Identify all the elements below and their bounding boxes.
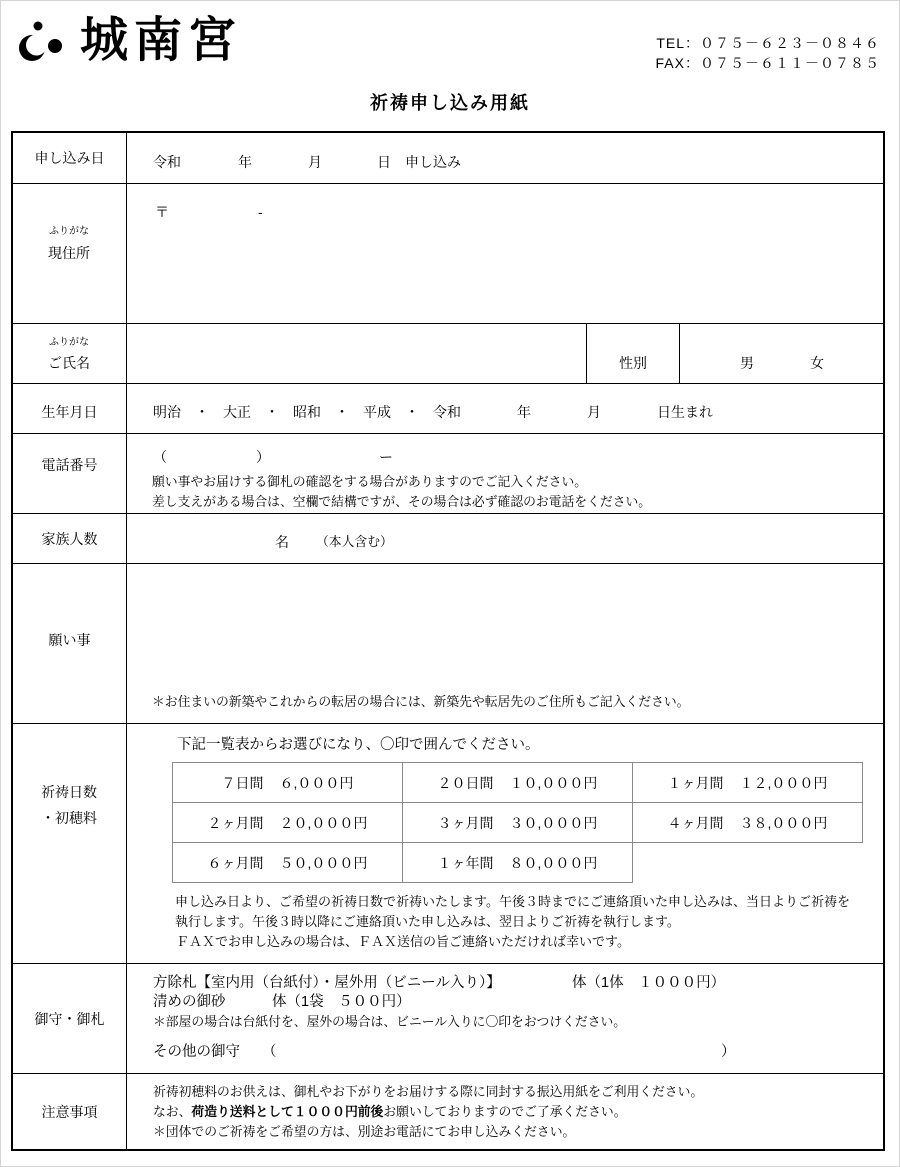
price-cell xyxy=(403,803,633,843)
price-duration: ２ヶ月間 xyxy=(207,814,264,831)
row-name xyxy=(13,323,883,383)
table-row xyxy=(173,843,863,883)
sand-item: 清めの御砂 xyxy=(153,994,226,1010)
price-cell xyxy=(633,763,863,803)
era-option-reiwa: 令和 xyxy=(433,404,461,420)
row-family-count xyxy=(13,513,883,563)
notice-line-prefix: なお、 xyxy=(153,1104,192,1119)
era-separator: ・ xyxy=(405,404,419,420)
other-amulet-close-paren: ） xyxy=(721,1044,736,1060)
prayer-fee-field xyxy=(127,724,883,963)
price-duration: ６ヶ月間 xyxy=(207,854,264,871)
birthdate-field xyxy=(127,384,883,433)
telephone-number: TEL：０７５－６２３－０８４６ xyxy=(656,35,880,51)
price-cell xyxy=(403,763,633,803)
table-row xyxy=(173,763,863,803)
price-cell xyxy=(403,843,633,883)
address-field xyxy=(127,184,883,323)
phone-area-close-paren: ） xyxy=(256,449,270,465)
price-cell xyxy=(633,803,863,843)
name-field xyxy=(127,324,883,383)
prayer-note: 執行します。午後３時以降にご連絡頂いた申し込みは、翌日よりご祈祷を執行します。 xyxy=(175,914,680,929)
address-label-cell xyxy=(13,184,127,323)
prayer-instruction: 下記一覧表からお選びになり、〇印で囲んでください。 xyxy=(177,737,540,753)
price-cell xyxy=(173,803,403,843)
wish-note: ＊お住まいの新築やこれからの転居の場合には、新築先や転居先のご住所もご記入ください。 xyxy=(152,694,690,709)
price-cell xyxy=(173,843,403,883)
application-date-era: 令和 xyxy=(153,154,181,170)
phone-label: 電話番号 xyxy=(13,434,127,513)
era-option-meiji: 明治 xyxy=(153,404,181,420)
row-birthdate xyxy=(13,383,883,433)
price-duration: ７日間 xyxy=(221,774,264,791)
wish-field xyxy=(127,564,883,723)
price-fee: ５０,０００円 xyxy=(279,854,368,871)
prayer-fee-label-cell xyxy=(13,724,127,963)
prayer-note: ＦＡＸでお申し込みの場合は、ＦＡＸ送信の旨ご連絡いただければ幸いです。 xyxy=(176,934,630,949)
phone-area-open-paren: （ xyxy=(153,449,167,465)
name-label: ご氏名 xyxy=(48,355,90,371)
gender-option-male: 男 xyxy=(740,355,754,371)
gender-option-female: 女 xyxy=(810,355,824,371)
notice-line: 祈祷初穂料のお供えは、御札やお下がりをお届けする際に同封する振込用紙をご利用ください。 xyxy=(153,1084,704,1099)
fuda-quantity: 体（1体 １０００円） xyxy=(572,975,726,991)
wish-label: 願い事 xyxy=(13,564,127,723)
notice-label: 注意事項 xyxy=(13,1074,127,1149)
application-date-label: 申し込み日 xyxy=(13,133,127,183)
gender-divider-right xyxy=(679,324,680,383)
row-phone xyxy=(13,433,883,513)
row-notice xyxy=(13,1073,883,1149)
era-option-showa: 昭和 xyxy=(293,404,321,420)
name-label-cell xyxy=(13,324,127,383)
address-label: 現住所 xyxy=(48,245,90,261)
price-duration: ２０日間 xyxy=(437,774,494,791)
other-amulet-label: その他の御守 xyxy=(153,1044,240,1060)
price-fee: １０,０００円 xyxy=(509,774,598,791)
family-count-unit: 名 xyxy=(275,534,289,550)
other-amulet-open-paren: （ xyxy=(262,1044,277,1060)
phone-note: 差し支えがある場合は、空欄で結構ですが、その場合は必ず確認のお電話をください。 xyxy=(152,494,652,509)
notice-line-shipping xyxy=(153,1106,626,1119)
era-separator: ・ xyxy=(195,404,209,420)
prayer-note: 申し込み日より、ご希望の祈祷日数で祈祷いたします。午後３時までにご連絡頂いた申し込みは、当日よりご祈祷を xyxy=(175,894,850,909)
price-duration: １ヶ年間 xyxy=(437,854,494,871)
prayer-fee-label: ・初穂料 xyxy=(41,810,97,826)
era-separator: ・ xyxy=(265,404,279,420)
application-date-field xyxy=(127,133,883,183)
crest-dot xyxy=(34,22,43,31)
birthdate-label: 生年月日 xyxy=(13,384,127,433)
notice-field xyxy=(127,1074,883,1149)
price-fee: ２０,０００円 xyxy=(279,814,368,831)
price-duration: １ヶ月間 xyxy=(667,774,724,791)
price-duration: ４ヶ月間 xyxy=(667,814,724,831)
family-count-field xyxy=(127,514,883,563)
price-fee: ８０,０００円 xyxy=(509,854,598,871)
postal-mark: 〒 xyxy=(155,204,169,220)
crest-icon xyxy=(16,18,64,64)
price-cell xyxy=(173,763,403,803)
price-duration: ３ヶ月間 xyxy=(437,814,494,831)
gender-divider-left xyxy=(586,324,587,383)
crest-crescent-cutout xyxy=(26,35,47,56)
row-wish xyxy=(13,563,883,723)
row-address xyxy=(13,183,883,323)
row-amulets xyxy=(13,963,883,1073)
name-furigana: ふりがな xyxy=(49,337,89,348)
family-count-label: 家族人数 xyxy=(13,514,127,563)
notice-line: ＊団体でのご祈祷をご希望の方は、別途お電話にてお申し込みください。 xyxy=(153,1124,576,1139)
price-fee: ３０,０００円 xyxy=(509,814,598,831)
amulets-label: 御守・御札 xyxy=(13,964,127,1073)
phone-note: 願い事やお届けする御札の確認をする場合がありますのでご記入ください。 xyxy=(152,474,588,489)
application-form xyxy=(11,131,885,1151)
document-title: 祈祷申し込み用紙 xyxy=(370,93,530,113)
shipping-fee-emphasis: 荷造り送料として１０００円前後 xyxy=(191,1104,384,1119)
phone-field xyxy=(127,434,883,513)
price-fee: ６,０００円 xyxy=(279,774,354,791)
era-option-heisei: 平成 xyxy=(363,404,391,420)
phone-dash: ー xyxy=(379,449,393,465)
table-row xyxy=(173,803,863,843)
gender-label: 性別 xyxy=(619,355,647,371)
amulets-field xyxy=(127,964,883,1073)
price-fee: １２,０００円 xyxy=(739,774,828,791)
row-application-date xyxy=(13,133,883,183)
price-table xyxy=(172,762,863,883)
fuda-item: 方除札【室内用（台紙付）・屋外用（ビニール入り）】 xyxy=(153,975,501,991)
postal-separator: - xyxy=(258,204,263,220)
crest-disc xyxy=(48,39,62,53)
family-count-note: （本人含む） xyxy=(316,534,393,549)
application-date-day-unit: 日 xyxy=(377,154,391,170)
notice-line-suffix: お願いしておりますのでご了承ください。 xyxy=(383,1104,627,1119)
price-cell-empty xyxy=(633,843,863,883)
sand-quantity: 体（1袋 ５００円） xyxy=(272,994,411,1010)
application-date-month-unit: 月 xyxy=(308,154,322,170)
birth-year-unit: 年 xyxy=(517,404,531,420)
era-separator: ・ xyxy=(335,404,349,420)
price-fee: ３８,０００円 xyxy=(739,814,828,831)
shrine-logo-text: 城南宮 xyxy=(80,12,243,68)
amulets-note: ＊部屋の場合は台紙付を、屋外の場合は、ビニール入りに〇印をおつけください。 xyxy=(153,1014,627,1029)
era-option-taisho: 大正 xyxy=(223,404,251,420)
row-prayer-fee xyxy=(13,723,883,963)
application-date-year-unit: 年 xyxy=(238,154,252,170)
fax-number: FAX：０７５－６１１－０７８５ xyxy=(655,55,880,71)
application-date-suffix: 申し込み xyxy=(405,154,461,170)
birth-day-suffix: 日生まれ xyxy=(657,404,713,420)
birth-month-unit: 月 xyxy=(587,404,601,420)
address-furigana: ふりがな xyxy=(49,226,89,237)
prayer-days-label: 祈祷日数 xyxy=(41,784,97,800)
